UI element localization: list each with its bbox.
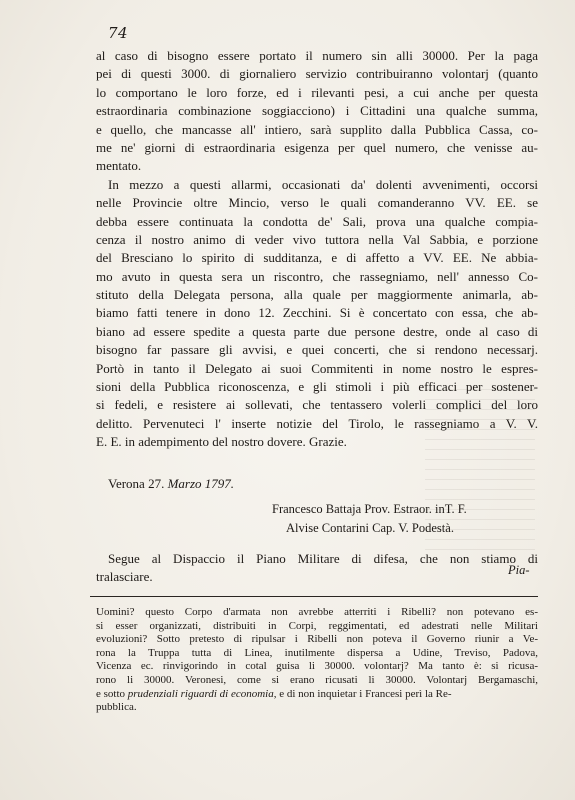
catchword: Pia- [508, 563, 530, 577]
text-line: Portò in tanto il Delegato ai suoi Commitenti in nome nostro le espres- [96, 360, 538, 376]
text-line: nelle Provincie oltre Mincio, verso le quali comanderanno VV. EE. se [96, 195, 538, 211]
text-line: biamo fatti tenere in dono 12. Zecchini. Si è concertato con essa, che ab- [96, 305, 538, 321]
footnote-rule [90, 596, 538, 597]
text-line: estraordinaria combinazione soggiacciono) i Cittadini una qualche summa, [96, 103, 538, 119]
date-month: Marzo 1797. [167, 476, 235, 491]
footnote-italic-phrase: prudenziali riguardi di economia [127, 687, 274, 700]
text-line: E. E. in adempimento del nostro dovere. Grazie. [96, 434, 347, 450]
date-line [108, 476, 234, 492]
footnote-line: pubblica. [96, 701, 137, 714]
text-line: In mezzo a questi allarmi, occasionati da' dolenti avvenimenti, occorsi [108, 176, 538, 192]
text-line: tralasciare. [96, 569, 153, 585]
page-number: 74 [108, 24, 129, 42]
text-line: e quello, che mancasse all' intiero, sarà supplito dalla Pubblica Cassa, co- [96, 121, 538, 137]
text-line: debba essere continuata la condotta de' Sali, prova una qualche compia- [96, 213, 538, 229]
footnote [96, 606, 538, 715]
footnote-line: si esser organizzati, distribuiti in Corpi, reggimentati, ed adestrati nelle Militari [96, 619, 538, 632]
text-line: sioni della Pubblica riconoscenza, e gli stimoli i più efficaci per sostener- [96, 379, 538, 395]
text-line: me ne' giorni di estraordinaria esigenza per quel numero, che venisse au- [96, 139, 538, 155]
text-line: lo comportano le loro forze, ed i rilevanti pesi, a cui anche per questa [96, 84, 538, 100]
text-line: al caso di bisogno essere portato il numero sin alli 30000. Per la paga [96, 48, 538, 63]
text-line: cenza il nostro animo di veder vivo tuttora nella Val Sabbia, e porzione [96, 231, 538, 247]
text-line: mentato. [96, 158, 142, 174]
text-line: biano ad essere spedite a questa parte due persone destre, onde al caso di [96, 323, 538, 339]
date-place: Verona 27. [108, 476, 165, 491]
text-line: delitto. Pervenuteci l' inserte notizie del Tirolo, le rassegniamo a V. V. [96, 415, 538, 431]
text-line: pei di questi 3000. di giornaliero servizio contribuiranno volontarj (quanto [96, 66, 538, 82]
text-line: stituto della Delegata persona, alla quale per maggiormente animarla, ab- [96, 287, 538, 303]
signatory-battaja: Francesco Battaja Prov. Estraor. inT. F. [272, 502, 467, 516]
footnote-line [96, 688, 538, 702]
footnote-text-segment: , e di non inquietar i Francesi perì la Re- [273, 687, 452, 700]
footnote-line: rono li 30000. Veronesi, come si erano ricusati li 30000. Volontarj Bergamaschi, [96, 673, 538, 686]
text-line: Segue al Dispaccio il Piano Militare di difesa, che non stiamo di [108, 551, 538, 566]
text-line: si fedeli, e resistere ai sollevati, che tentassero volerli complici del loro [96, 397, 538, 413]
footnote-line: rona la Truppa tutta di Linea, inutilmente dispersa a Udine, Treviso, Padova, [96, 646, 538, 659]
footnote-text-segment: e sotto [96, 687, 126, 700]
text-line: del Bresciano lo spirito di sudditanza, e di affetto a VV. EE. Ne abbia- [96, 250, 538, 266]
segue-paragraph [96, 550, 538, 587]
footnote-line: Vicenza ec. rinvigorindo in cotal guisa li 30000. volontarj? Ma tanto è: si ricusa- [96, 660, 538, 673]
footnote-line: evoluzioni? Sotto pretesto di ripulsar i Ribelli non poteva il Governo riunir a Ve- [96, 633, 538, 646]
footnote-line: Uomini? questo Corpo d'armata non avrebbe atterriti i Ribelli? non potevano es- [96, 606, 538, 618]
signatory-contarini: Alvise Contarini Cap. V. Podestà. [286, 521, 454, 535]
text-line: mo avuto in questa sera un riscontro, che rassegniamo, nell' annesso Co- [96, 268, 538, 284]
main-body-text [96, 47, 538, 452]
text-line: bisogno far passare gli avvisi, e quei concerti, che si rendono necessarj. [96, 342, 538, 358]
